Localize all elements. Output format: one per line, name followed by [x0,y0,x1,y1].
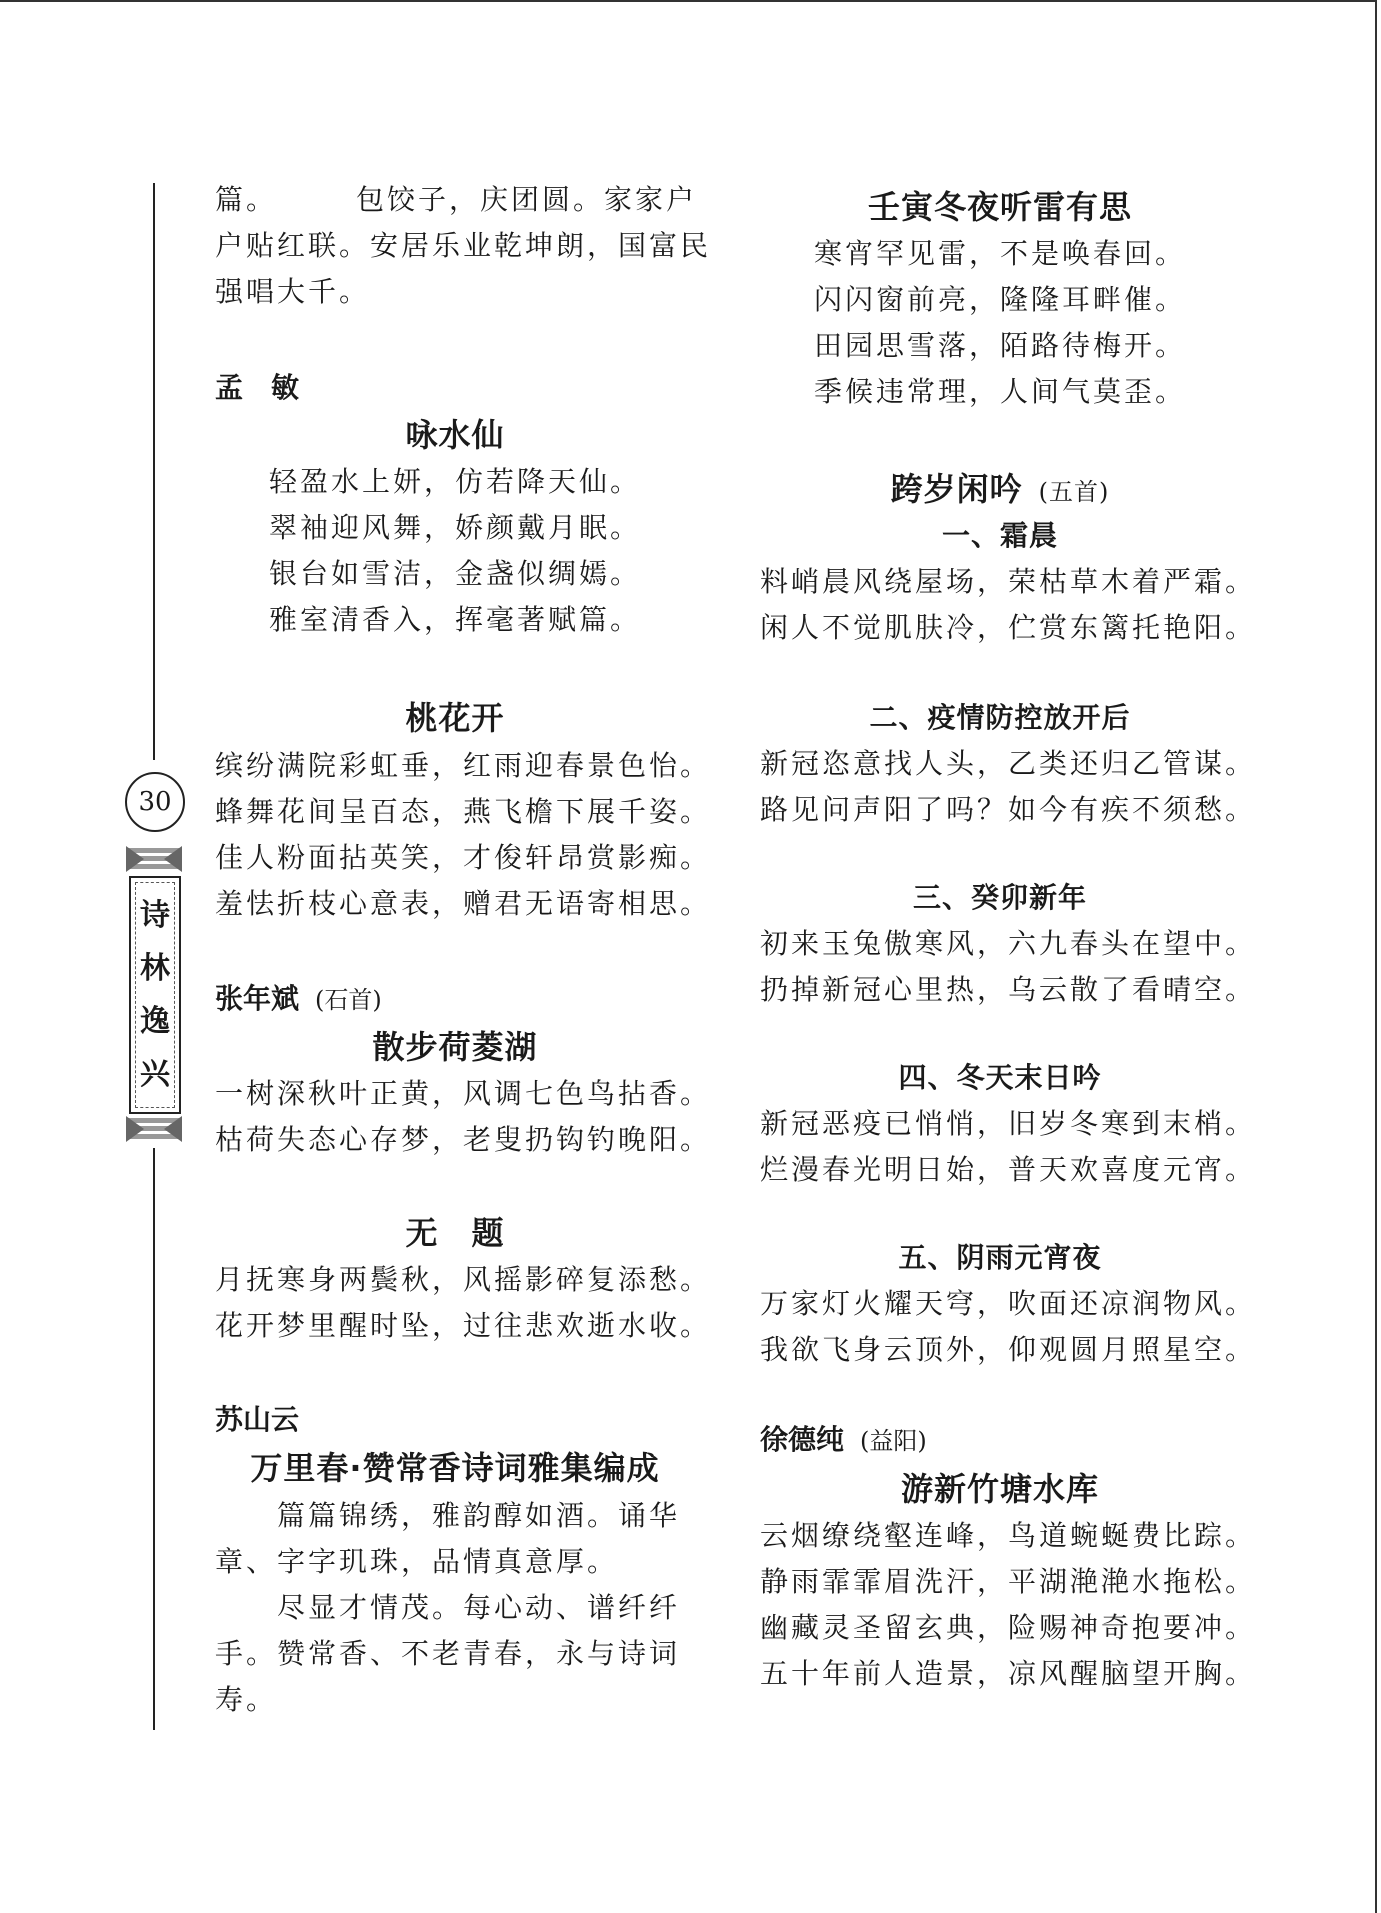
author-name: 张年斌 [215,982,300,1015]
poem-subtitle: 三、癸卯新年 [912,881,1087,914]
poem-line: 篇篇锦绣，雅韵醇如酒。诵华 [215,1499,681,1532]
poem-line: 云烟缭绕壑连峰，鸟道蜿蜒费比踪。 [760,1519,1257,1552]
tab-char: 诗 [140,897,170,933]
poem-line: 幽藏灵圣留玄典，险赐神奇抱要冲。 [760,1611,1257,1644]
poem-subtitle: 一、霜晨 [941,519,1058,552]
poem-line: 万家灯火耀天穹，吹面还凉润物风。 [760,1287,1257,1320]
poem-line: 料峭晨风绕屋场，荣枯草木着严霜。 [760,565,1257,598]
tab-box [129,876,181,1114]
poem-line: 轻盈水上妍，仿若降天仙。 [268,465,641,498]
text-line: 户贴红联。安居乐业乾坤朗，国富民 [215,229,712,262]
section-tab [126,846,182,1142]
tab-char: 逸 [140,1003,170,1039]
poem-line: 翠袖迎风舞，娇颜戴月眠。 [268,511,641,544]
poem-line: 初来玉兔傲寒风，六九春头在望中。 [760,927,1257,960]
poem-line: 银台如雪洁，金盏似绸嫣。 [268,557,641,590]
poem-line: 章、字字玑珠，品情真意厚。 [215,1545,619,1578]
author-name: 苏山云 [215,1403,300,1436]
poem-line: 闲人不觉肌肤冷，伫赏东篱托艳阳。 [760,611,1257,644]
poem-title: 桃花开 [405,699,505,737]
author-line [215,977,382,1017]
poem-line: 雅室清香入，挥毫著赋篇。 [268,603,641,636]
poem-title: 游新竹塘水库 [900,1470,1099,1508]
author-line [760,1418,927,1458]
poem-title: 壬寅冬夜听雷有思 [867,188,1132,226]
page-number: 30 [125,772,185,832]
poem-line: 花开梦里醒时坠，过往悲欢逝水收。 [215,1309,712,1342]
poem-subtitle: 二、疫情防控放开后 [869,701,1131,734]
poem-subtitle: 四、冬天末日吟 [898,1061,1102,1094]
poem-title: 万里春·赞常香诗词雅集编成 [250,1449,660,1487]
poem-title: 咏水仙 [405,416,505,454]
text-line: 篇。 包饺子，庆团圆。家家户 [215,183,698,216]
poem-line: 枯荷失态心存梦，老叟扔钩钓晚阳。 [215,1123,712,1156]
author-note: (石首) [315,986,382,1014]
poem-line: 扔掉新冠心里热，乌云散了看晴空。 [760,973,1257,1006]
poem-line: 手。赞常香、不老青春，永与诗词 [215,1637,681,1670]
poem-line: 尽显才情茂。每心动、谱纤纤 [215,1591,681,1624]
poem-line: 五十年前人造景，凉风醒脑望开胸。 [760,1657,1257,1690]
poem-line: 月抚寒身两鬓秋，风摇影碎复添愁。 [215,1263,712,1296]
poem-line: 田园思雪落，陌路待梅开。 [813,329,1186,362]
poem-line: 蜂舞花间呈百态，燕飞檐下展千姿。 [215,795,712,828]
poem-title: 跨岁闲吟 [890,470,1023,508]
tab-ornament-bottom [126,1116,182,1142]
poem-line: 新冠恶疫已悄悄，旧岁冬寒到末梢。 [760,1107,1257,1140]
poem-line: 闪闪窗前亮，隆隆耳畔催。 [813,283,1186,316]
margin-rule-top [153,183,155,760]
poem-note: (五首) [1038,478,1110,506]
poem-line: 寒宵罕见雷，不是唤春回。 [813,237,1186,270]
tab-ornament-top [126,846,182,872]
poem-line: 静雨霏霏眉洗汗，平湖滟滟水拖松。 [760,1565,1257,1598]
text-line: 强唱大千。 [215,275,371,308]
poem-line: 新冠恣意找人头，乙类还归乙管谋。 [760,747,1257,780]
poem-title: 无 题 [405,1214,505,1252]
author-name: 徐德纯 [760,1423,845,1456]
poem-line: 缤纷满院彩虹垂，红雨迎春景色怡。 [215,749,712,782]
poem-line: 佳人粉面拈英笑，才俊轩昂赏影痴。 [215,841,712,874]
poem-line: 羞怯折枝心意表，赠君无语寄相思。 [215,887,712,920]
poem-subtitle: 五、阴雨元宵夜 [898,1241,1102,1274]
author-name: 孟 敏 [215,371,300,404]
poem-title: 散步荷菱湖 [372,1028,538,1066]
poem-line: 烂漫春光明日始，普天欢喜度元宵。 [760,1153,1257,1186]
poem-line: 我欲飞身云顶外，仰观圆月照星空。 [760,1333,1257,1366]
poem-line: 寿。 [215,1683,278,1716]
poem-line: 路见问声阳了吗？如今有疾不须愁。 [760,793,1257,826]
tab-char: 林 [140,950,170,986]
poem-line: 一树深秋叶正黄，风调七色鸟拈香。 [215,1077,712,1110]
margin-rule-bottom [153,1148,155,1730]
tab-char: 兴 [140,1056,170,1092]
poem-title-line [760,464,1240,510]
author-note: (益阳) [860,1427,927,1455]
poem-line: 季候违常理，人间气莫歪。 [813,375,1186,408]
